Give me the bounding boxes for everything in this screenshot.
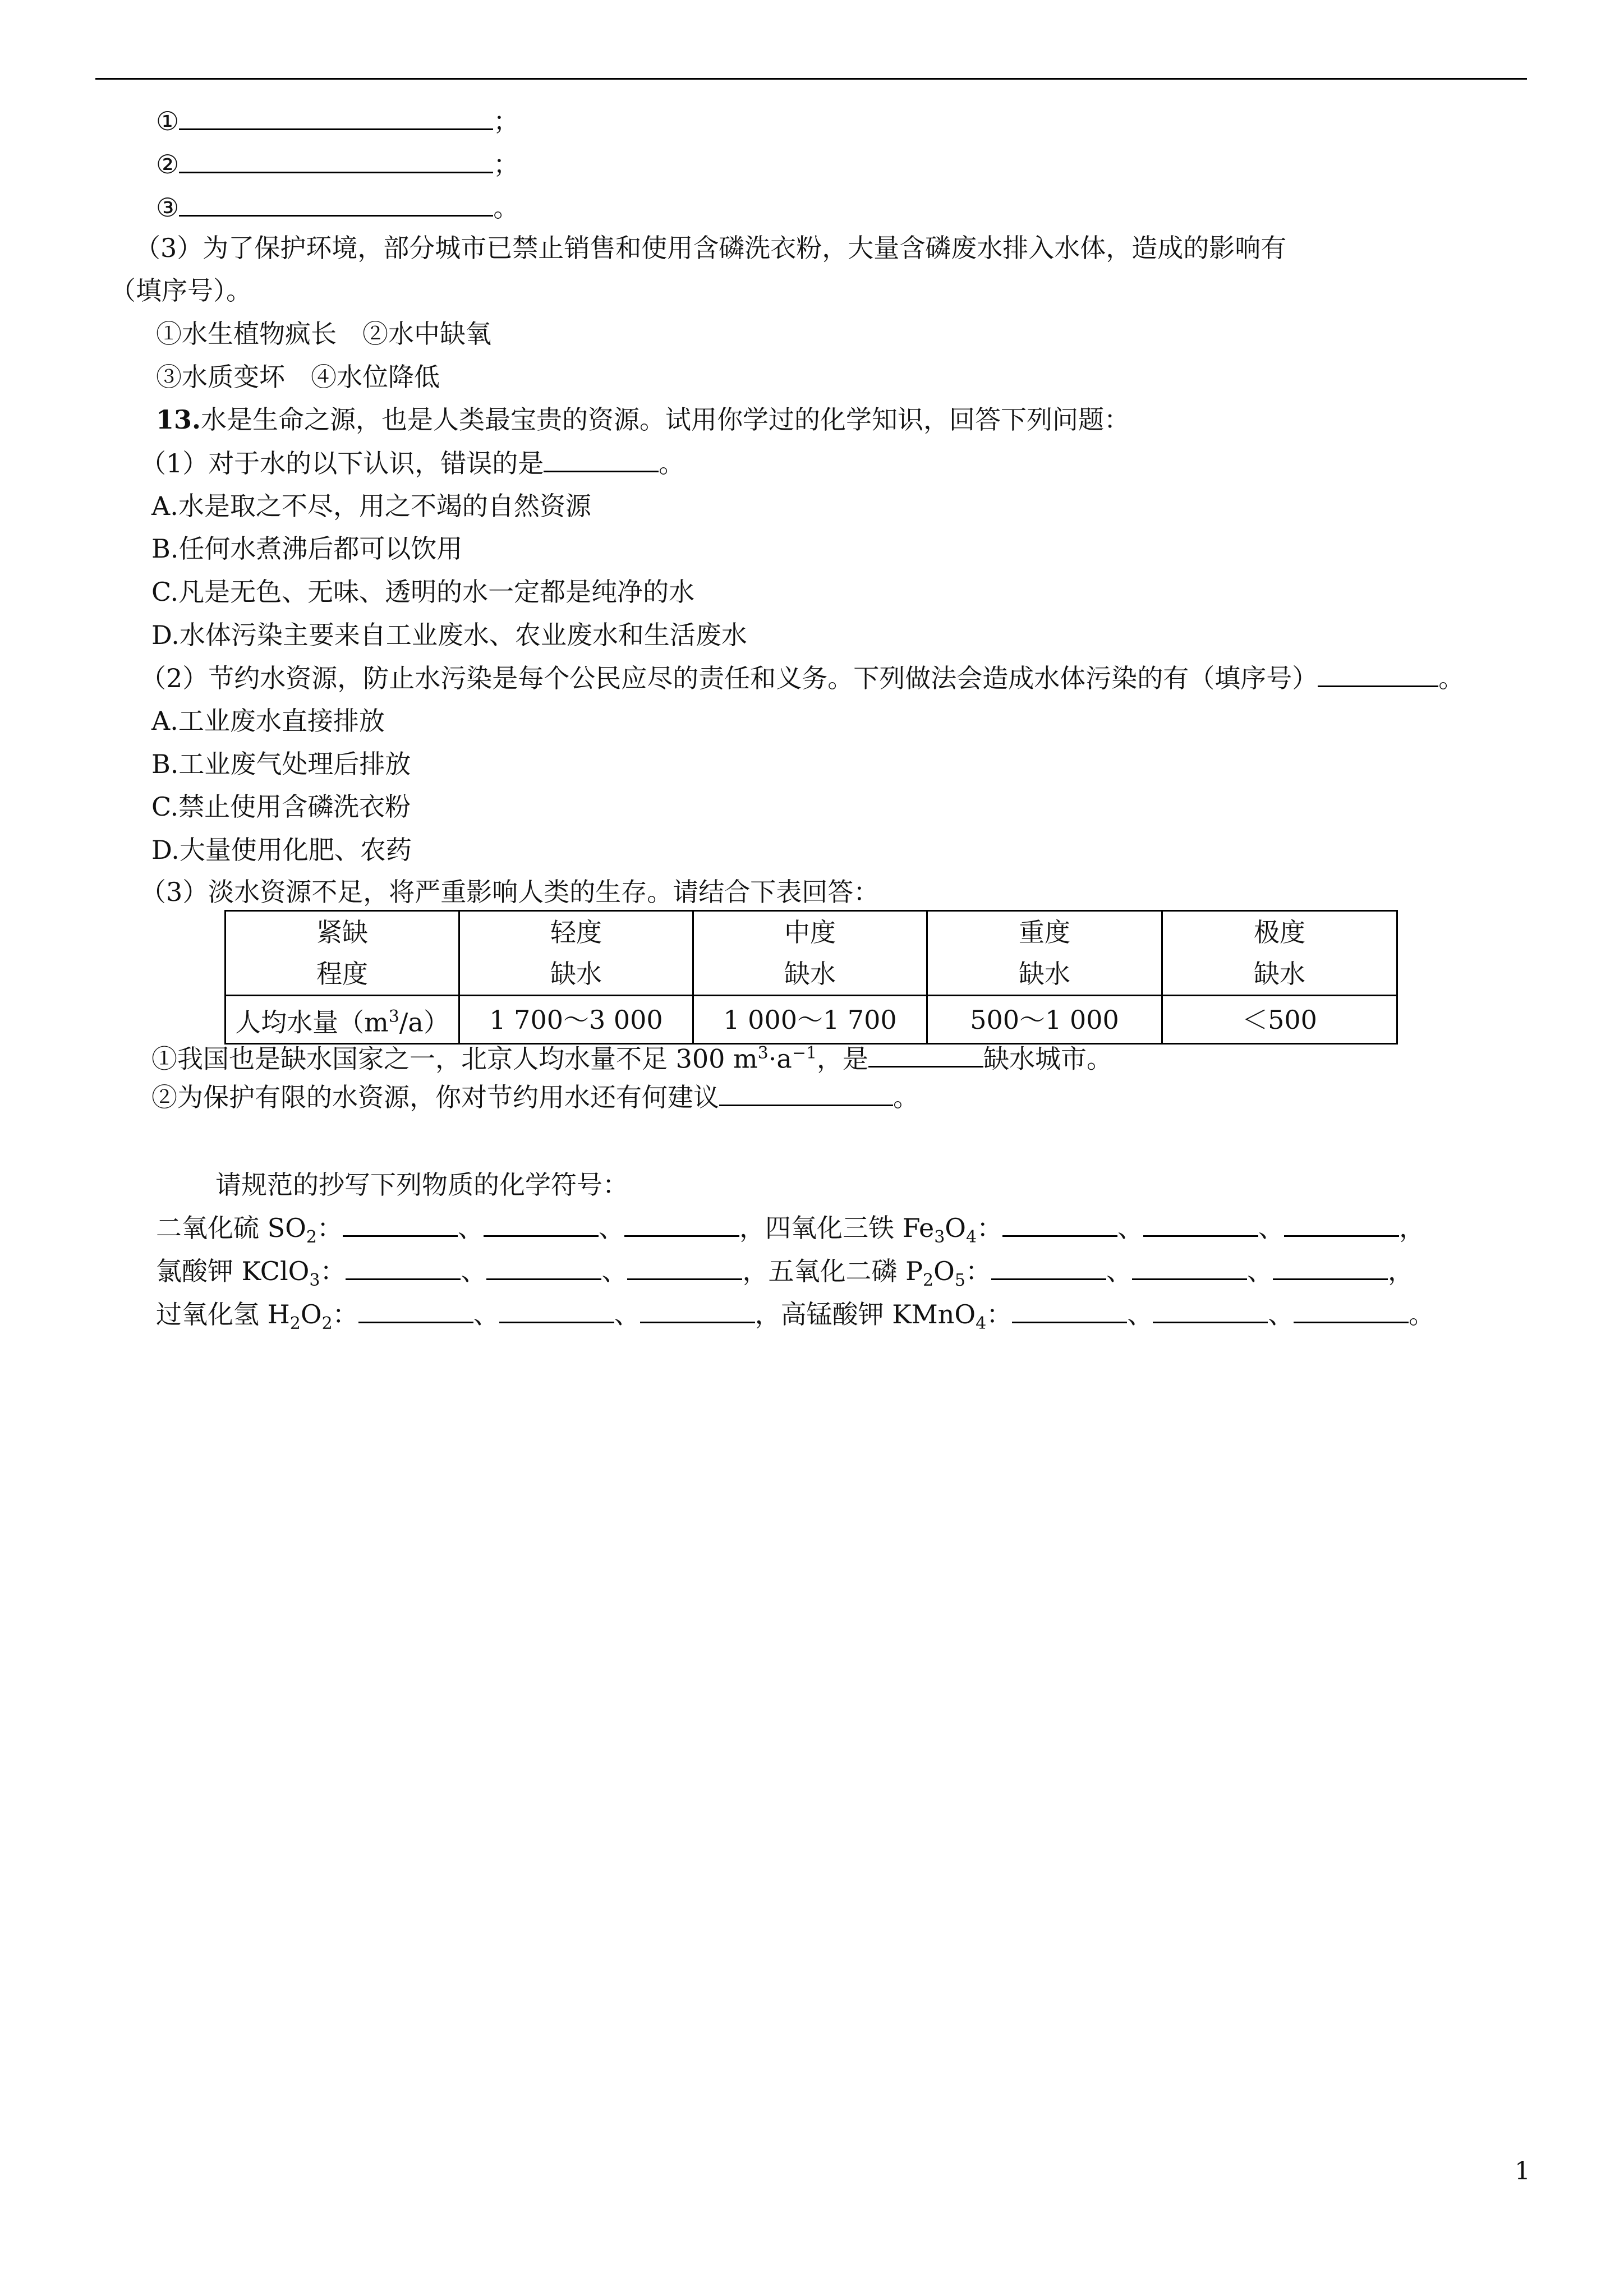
option-c: C.凡是无色、无味、透明的水一定都是纯净的水 (151, 577, 695, 607)
answer-line-1 (156, 104, 519, 138)
copy-task-title: 请规范的抄写下列物质的化学符号： (215, 1170, 628, 1200)
copy-row-3: 过氧化氢 $H_2O_2$： 、 、 ，高锰酸钾 KMnO$_4$： 、 、 。 (156, 1297, 1434, 1341)
answer-line-2 (156, 147, 519, 181)
punct: ； (493, 149, 519, 180)
part-question: （2）节约水资源，防止水污染是每个公民应尽的责任和义务。下列做法会造成水体污染的有（填序号） (140, 663, 1318, 693)
q13-subquestion-1: ①我国也是缺水国家之一，北京人均水量不足 300 $m^3\cdot a^{-1}$，是 缺水城市。 (151, 1037, 1112, 1075)
answer-blank[interactable] (624, 1211, 739, 1237)
option-c: C.禁止使用含磷洗衣粉 (151, 792, 411, 822)
option-a: A.水是取之不尽，用之不竭的自然资源 (151, 491, 591, 521)
punct: 。 (1438, 663, 1465, 693)
punct: 。 (493, 192, 519, 223)
table-cell: ＜500 (1162, 996, 1397, 1044)
answer-blank[interactable] (1002, 1211, 1117, 1237)
q12-part3-line2: （填序号）。 (110, 275, 252, 306)
answer-blank[interactable] (486, 1254, 601, 1280)
copy-row-2: 氯酸钾 KClO$_3$： 、 、 ，五氧化二磷 $P_2O_5$： 、 、 ， (156, 1254, 1414, 1297)
table-header-row (226, 911, 1397, 996)
q13-part3: （3）淡水资源不足，将严重影响人类的生存。请结合下表回答： (140, 877, 880, 907)
option-b: B.任何水煮沸后都可以饮用 (151, 533, 463, 564)
option-d: D.大量使用化肥、农药 (151, 835, 412, 865)
table-cell: 1 700～3 000 (459, 996, 693, 1044)
table-cell: 1 000～1 700 (693, 996, 927, 1044)
item-mark: ① (156, 106, 180, 136)
table-header-cell: 极度 缺水 (1162, 911, 1397, 996)
answer-blank[interactable] (1153, 1297, 1268, 1323)
header-rule (95, 78, 1527, 80)
answer-line-3 (156, 190, 519, 224)
answer-blank[interactable] (991, 1254, 1106, 1280)
answer-blank[interactable] (640, 1297, 755, 1323)
table-cell: 500～1 000 (927, 996, 1162, 1044)
water-scarcity-table (224, 910, 1398, 1045)
punct: ； (493, 106, 519, 136)
option-a: A.工业废水直接排放 (151, 706, 385, 736)
answer-blank[interactable] (1143, 1211, 1258, 1237)
copy-row-1: 二氧化硫 $SO_2$： 、 、 ，四氧化三铁 $Fe_3O_4$： 、 、 ， (156, 1211, 1425, 1254)
answer-blank[interactable] (358, 1297, 473, 1323)
table-header-cell: 中度 缺水 (693, 911, 927, 996)
answer-blank[interactable] (179, 104, 493, 130)
answer-blank[interactable] (1012, 1297, 1127, 1323)
punct: 。 (659, 448, 685, 478)
answer-blank[interactable] (346, 1254, 461, 1280)
q13-part1 (140, 446, 684, 480)
option-d: D.水体污染主要来自工业废水、农业废水和生活废水 (151, 620, 747, 650)
part-question: （1）对于水的以下认识，错误的是 (140, 448, 544, 478)
item-mark: ③ (156, 192, 180, 223)
question-number: 13. (156, 404, 201, 435)
answer-blank[interactable] (627, 1254, 742, 1280)
answer-blank[interactable] (719, 1080, 893, 1106)
answer-blank[interactable] (343, 1211, 458, 1237)
answer-blank[interactable] (1273, 1254, 1388, 1280)
answer-blank[interactable] (499, 1297, 614, 1323)
answer-blank[interactable] (868, 1041, 983, 1068)
answer-blank[interactable] (1132, 1254, 1247, 1280)
answer-blank[interactable] (1318, 661, 1438, 687)
table-header-cell: 重度 缺水 (927, 911, 1162, 996)
option-b: B.工业废气处理后排放 (151, 749, 411, 779)
answer-blank[interactable] (1294, 1297, 1409, 1323)
item-mark: ② (156, 149, 180, 180)
q13-subquestion-2: ②为保护有限的水资源，你对节约用水还有何建议 。 (151, 1080, 919, 1114)
q12-part3-options-1: ①水生植物疯长 ②水中缺氧 (156, 319, 491, 349)
question-stem: 水是生命之源，也是人类最宝贵的资源。试用你学过的化学知识，回答下列问题： (201, 404, 1130, 435)
q13-part2 (140, 661, 1464, 695)
table-header-cell: 紧缺 程度 (226, 911, 459, 996)
answer-blank[interactable] (484, 1211, 599, 1237)
page-number: 1 (1515, 2157, 1530, 2185)
q12-part3-options-2: ③水质变坏 ④水位降低 (156, 362, 440, 392)
answer-blank[interactable] (544, 446, 659, 472)
q13-stem (156, 403, 1130, 436)
table-header-cell: 轻度 缺水 (459, 911, 693, 996)
q12-part3-line1: （3）为了保护环境，部分城市已禁止销售和使用含磷洗衣粉，大量含磷废水排入水体，造成的影响有 (135, 233, 1287, 263)
table-row-label: 人均水量$(m^3/a)$ (226, 996, 459, 1044)
answer-blank[interactable] (179, 147, 493, 173)
answer-blank[interactable] (1284, 1211, 1399, 1237)
answer-blank[interactable] (179, 190, 493, 217)
